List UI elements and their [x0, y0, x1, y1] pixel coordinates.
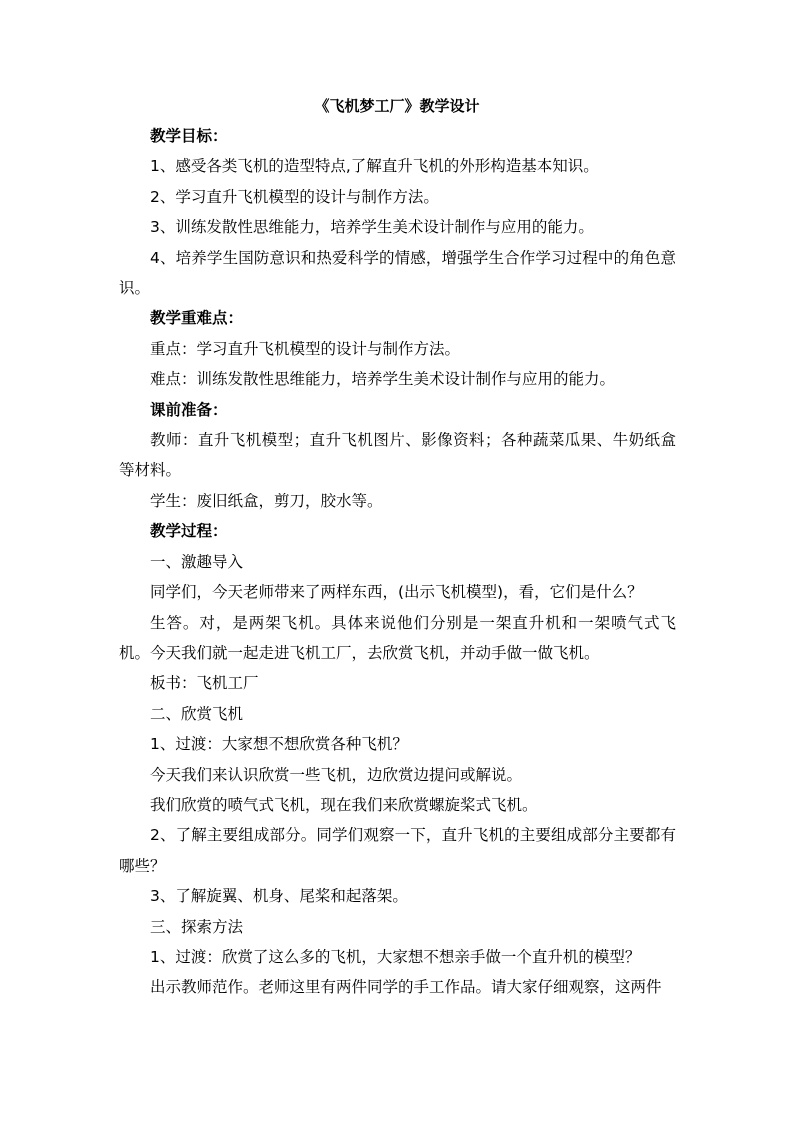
paragraph: 3、训练发散性思维能力，培养学生美术设计制作与应用的能力。	[150, 218, 594, 237]
section-heading: 课前准备：	[150, 400, 228, 419]
document-title: 《飞机梦工厂》教学设计	[314, 97, 480, 115]
paragraph: 重点：学习直升飞机模型的设计与制作方法。	[150, 339, 461, 358]
paragraph: 1、感受各类飞机的造型特点,了解直升飞机的外形构造基本知识。	[150, 157, 599, 176]
section-heading: 教学过程：	[150, 522, 228, 541]
paragraph: 今天我们来认识欣赏一些飞机，边欣赏边提问或解说。	[150, 765, 523, 784]
paragraph: 三、探索方法	[150, 917, 244, 936]
paragraph: 出示教师范作。老师这里有两件同学的手工作品。请大家仔细观察，这两件	[150, 978, 662, 997]
paragraph: 生答。对，是两架飞机。具体来说他们分别是一架直升机和一架喷气式飞机。今天我们就一起走进飞机工厂，去欣赏飞机，并动手做一做飞机。	[119, 613, 676, 662]
paragraph: 3、了解旋翼、机身、尾桨和起落架。	[150, 887, 408, 906]
section-heading: 教学目标：	[150, 127, 228, 145]
paragraph: 板书：飞机工厂	[150, 674, 259, 693]
paragraph: 二、欣赏飞机	[150, 704, 244, 723]
paragraph: 一、激趣导入	[150, 552, 244, 571]
document-body	[119, 121, 676, 1003]
paragraph: 我们欣赏的喷气式飞机，现在我们来欣赏螺旋桨式飞机。	[150, 795, 538, 814]
paragraph: 1、过渡：大家想不想欣赏各种飞机？	[150, 735, 408, 754]
paragraph: 同学们，今天老师带来了两样东西，(出示飞机模型)，看，它们是什么？	[150, 583, 643, 602]
paragraph: 2、学习直升飞机模型的设计与制作方法。	[150, 187, 439, 206]
paragraph: 4、培养学生国防意识和热爱科学的情感，增强学生合作学习过程中的角色意识。	[119, 248, 676, 298]
paragraph: 学生：废旧纸盒，剪刀，胶水等。	[150, 491, 383, 510]
paragraph: 1、过渡：欣赏了这么多的飞机，大家想不想亲手做一个直升机的模型？	[150, 947, 641, 966]
paragraph: 教师：直升飞机模型；直升飞机图片、影像资料；各种蔬菜瓜果、牛奶纸盒等材料。	[119, 431, 676, 480]
paragraph: 2、了解主要组成部分。同学们观察一下，直升飞机的主要组成部分主要都有哪些？	[119, 826, 676, 875]
section-heading: 教学重难点：	[150, 309, 244, 328]
paragraph: 难点：训练发散性思维能力，培养学生美术设计制作与应用的能力。	[150, 370, 616, 389]
